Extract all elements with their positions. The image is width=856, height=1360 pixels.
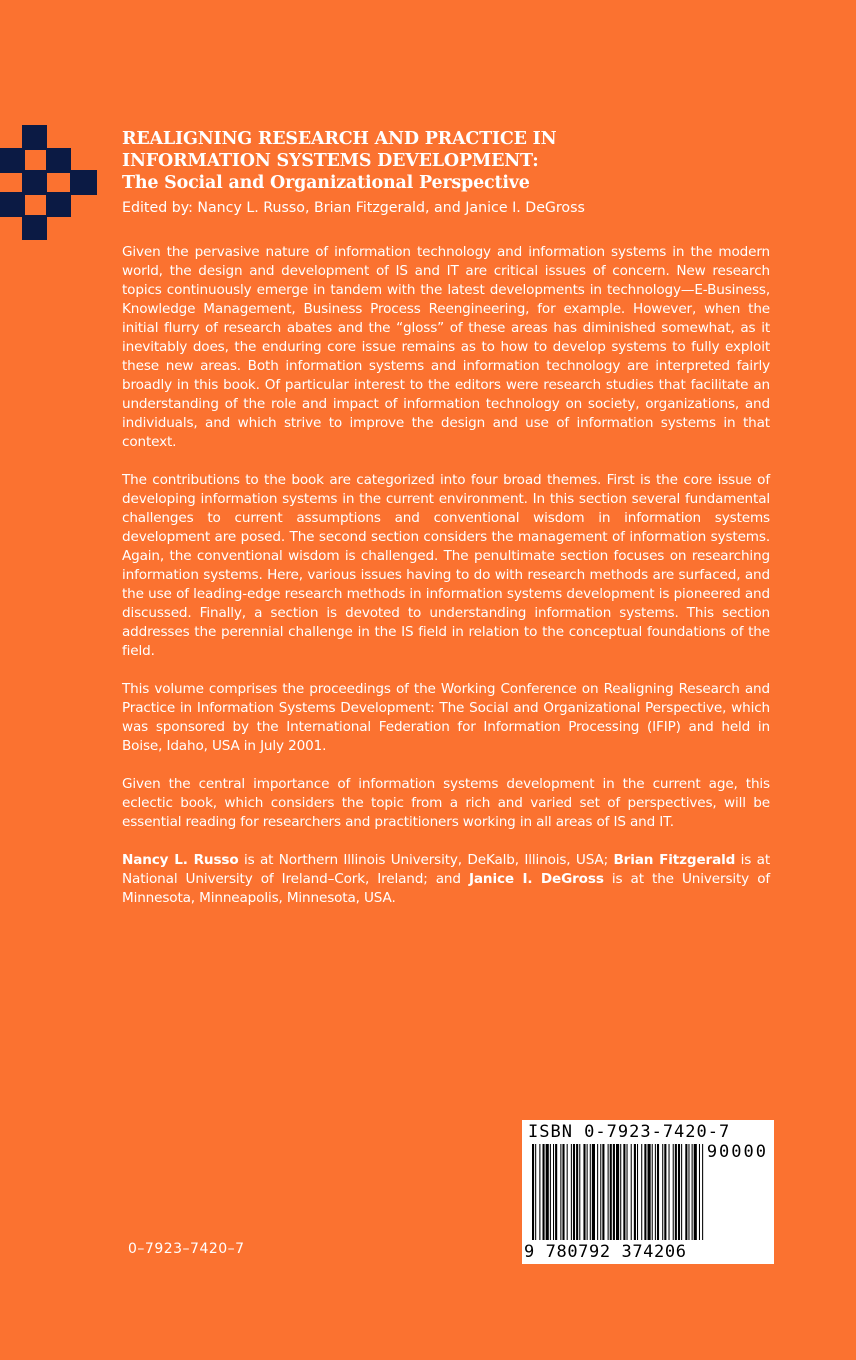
barcode-bar xyxy=(571,1144,572,1240)
barcode-bar xyxy=(675,1144,677,1240)
barcode-bar xyxy=(550,1144,551,1240)
barcode-bar xyxy=(539,1144,540,1240)
description-body xyxy=(122,243,770,927)
barcode-bar xyxy=(532,1144,534,1240)
barcode-bar xyxy=(608,1144,609,1240)
barcode-bar xyxy=(616,1144,619,1240)
barcode-bar xyxy=(583,1144,585,1240)
barcode-bar xyxy=(546,1144,549,1240)
barcode-bar xyxy=(631,1144,632,1240)
barcode-bar xyxy=(702,1144,703,1240)
barcode-bar xyxy=(562,1144,564,1240)
barcode-bar xyxy=(623,1144,625,1240)
cover-header xyxy=(122,128,802,218)
book-title-line-2: INFORMATION SYSTEMS DEVELOPMENT: xyxy=(122,151,539,171)
barcode-bar xyxy=(681,1144,682,1240)
barcode-bar xyxy=(600,1144,601,1240)
barcode-bar xyxy=(664,1144,666,1240)
barcode-bar xyxy=(673,1144,674,1240)
description-paragraph-1: Given the pervasive nature of information technology and information systems in the modern world, the design and development of IS and IT are critical issues of concern. New research topics continuously emerge in tandem with the latest developments in technology—E-Business, Knowledge Management, Business Process Reengineering, for example. However, when the initial flurry of research abates and the “gloss” of these areas has diminished somewhat, as it inevitably does, the enduring core issue remains as to how to develop systems to fully exploit these new areas. Both information systems and information technology are interpreted fairly broadly in this book. Of particular interest to the editors were research studies that facilitate an understanding of the role and impact of information technology on society, organizations, and individuals, and which strive to improve the design and use of information systems in that context. xyxy=(122,244,770,450)
barcode-bar xyxy=(657,1144,659,1240)
barcode-bar xyxy=(592,1144,595,1240)
editors-line: Edited by: Nancy L. Russo, Brian Fitzgerald, and Janice I. DeGross xyxy=(122,200,585,216)
price-code: 90000 xyxy=(706,1142,768,1162)
barcode-bar xyxy=(610,1144,612,1240)
barcode-bar xyxy=(560,1144,561,1240)
barcode-bar xyxy=(620,1144,621,1240)
description-paragraph-3: This volume comprises the proceedings of the Working Conference on Realigning Research and Practice in Information Systems Development: The Social and Organizational Perspective, which was sponsored by the International Federation for Information Processing (IFIP) and held in Boise, Idaho, USA in July 2001. xyxy=(122,681,770,754)
barcode-bar xyxy=(590,1144,591,1240)
description-paragraph-2: The contributions to the book are categorized into four broad themes. First is the core issue of developing information systems in the current environment. In this section several fundamental challenges to current assumptions and conventional wisdom in information systems development are posed. The second section considers the management of information systems. Again, the conventional wisdom is challenged. The penultimate section focuses on researching information systems. Here, various issues having to do with research methods are surfaced, and the use of leading-edge research methods in information systems development is pioneered and discussed. Finally, a section is devoted to understanding information systems. This section addresses the perennial challenge in the IS field in relation to the conceptual foundations of the field. xyxy=(122,472,770,659)
barcode-bar xyxy=(543,1144,545,1240)
isbn-barcode xyxy=(522,1120,774,1264)
barcode-bar xyxy=(597,1144,598,1240)
barcode-bar xyxy=(644,1144,646,1240)
barcode-bar xyxy=(662,1144,663,1240)
author-affiliation-2: is at National University of Ireland–Cork, Ireland; and xyxy=(122,852,770,887)
author-name-2: Brian Fitzgerald xyxy=(613,852,736,868)
checkered-motif xyxy=(0,0,110,250)
ean-digits: 9 780792 374206 xyxy=(524,1242,687,1262)
barcode-bar xyxy=(567,1144,568,1240)
book-title-line-1: REALIGNING RESEARCH AND PRACTICE IN xyxy=(122,129,557,149)
barcode-bar xyxy=(655,1144,656,1240)
author-name-1: Nancy L. Russo xyxy=(122,852,239,868)
barcode-bar xyxy=(699,1144,700,1240)
barcode-bar xyxy=(692,1144,693,1240)
barcode-bars xyxy=(532,1144,707,1242)
barcode-bar xyxy=(602,1144,604,1240)
barcode-bar xyxy=(688,1144,689,1240)
barcode-bar xyxy=(637,1144,638,1240)
author-affiliation-3: is at the University of Minnesota, Minneapolis, Minnesota, USA. xyxy=(122,871,770,906)
barcode-bar xyxy=(634,1144,636,1240)
barcode-bar xyxy=(535,1144,536,1240)
author-name-3: Janice I. DeGross xyxy=(469,871,604,887)
barcode-bar xyxy=(685,1144,687,1240)
book-subtitle: The Social and Organizational Perspective xyxy=(122,173,530,193)
isbn-label: ISBN 0-7923-7420-7 xyxy=(528,1122,731,1142)
barcode-bar xyxy=(627,1144,628,1240)
barcode-bar xyxy=(652,1144,653,1240)
barcode-bar xyxy=(641,1144,642,1240)
barcode-bar xyxy=(587,1144,588,1240)
isbn-bottom: 0–7923–7420–7 xyxy=(128,1241,245,1257)
barcode-bar xyxy=(579,1144,580,1240)
barcode-bar xyxy=(576,1144,578,1240)
barcode-bar xyxy=(694,1144,697,1240)
barcode-bar xyxy=(613,1144,615,1240)
barcode-bar xyxy=(678,1144,680,1240)
barcode-bar xyxy=(555,1144,557,1240)
author-affiliations xyxy=(122,851,770,908)
author-affiliation-1: is at Northern Illinois University, DeKalb, Illinois, USA; xyxy=(238,852,614,868)
barcode-bar xyxy=(648,1144,651,1240)
description-paragraph-4: Given the central importance of information systems development in the current age, this eclectic book, which considers the topic from a rich and varied set of perspectives, will be essential reading for researchers and practitioners working in all areas of IS and IT. xyxy=(122,776,770,830)
barcode-bar xyxy=(553,1144,554,1240)
barcode-bar xyxy=(669,1144,670,1240)
barcode-bar xyxy=(573,1144,575,1240)
